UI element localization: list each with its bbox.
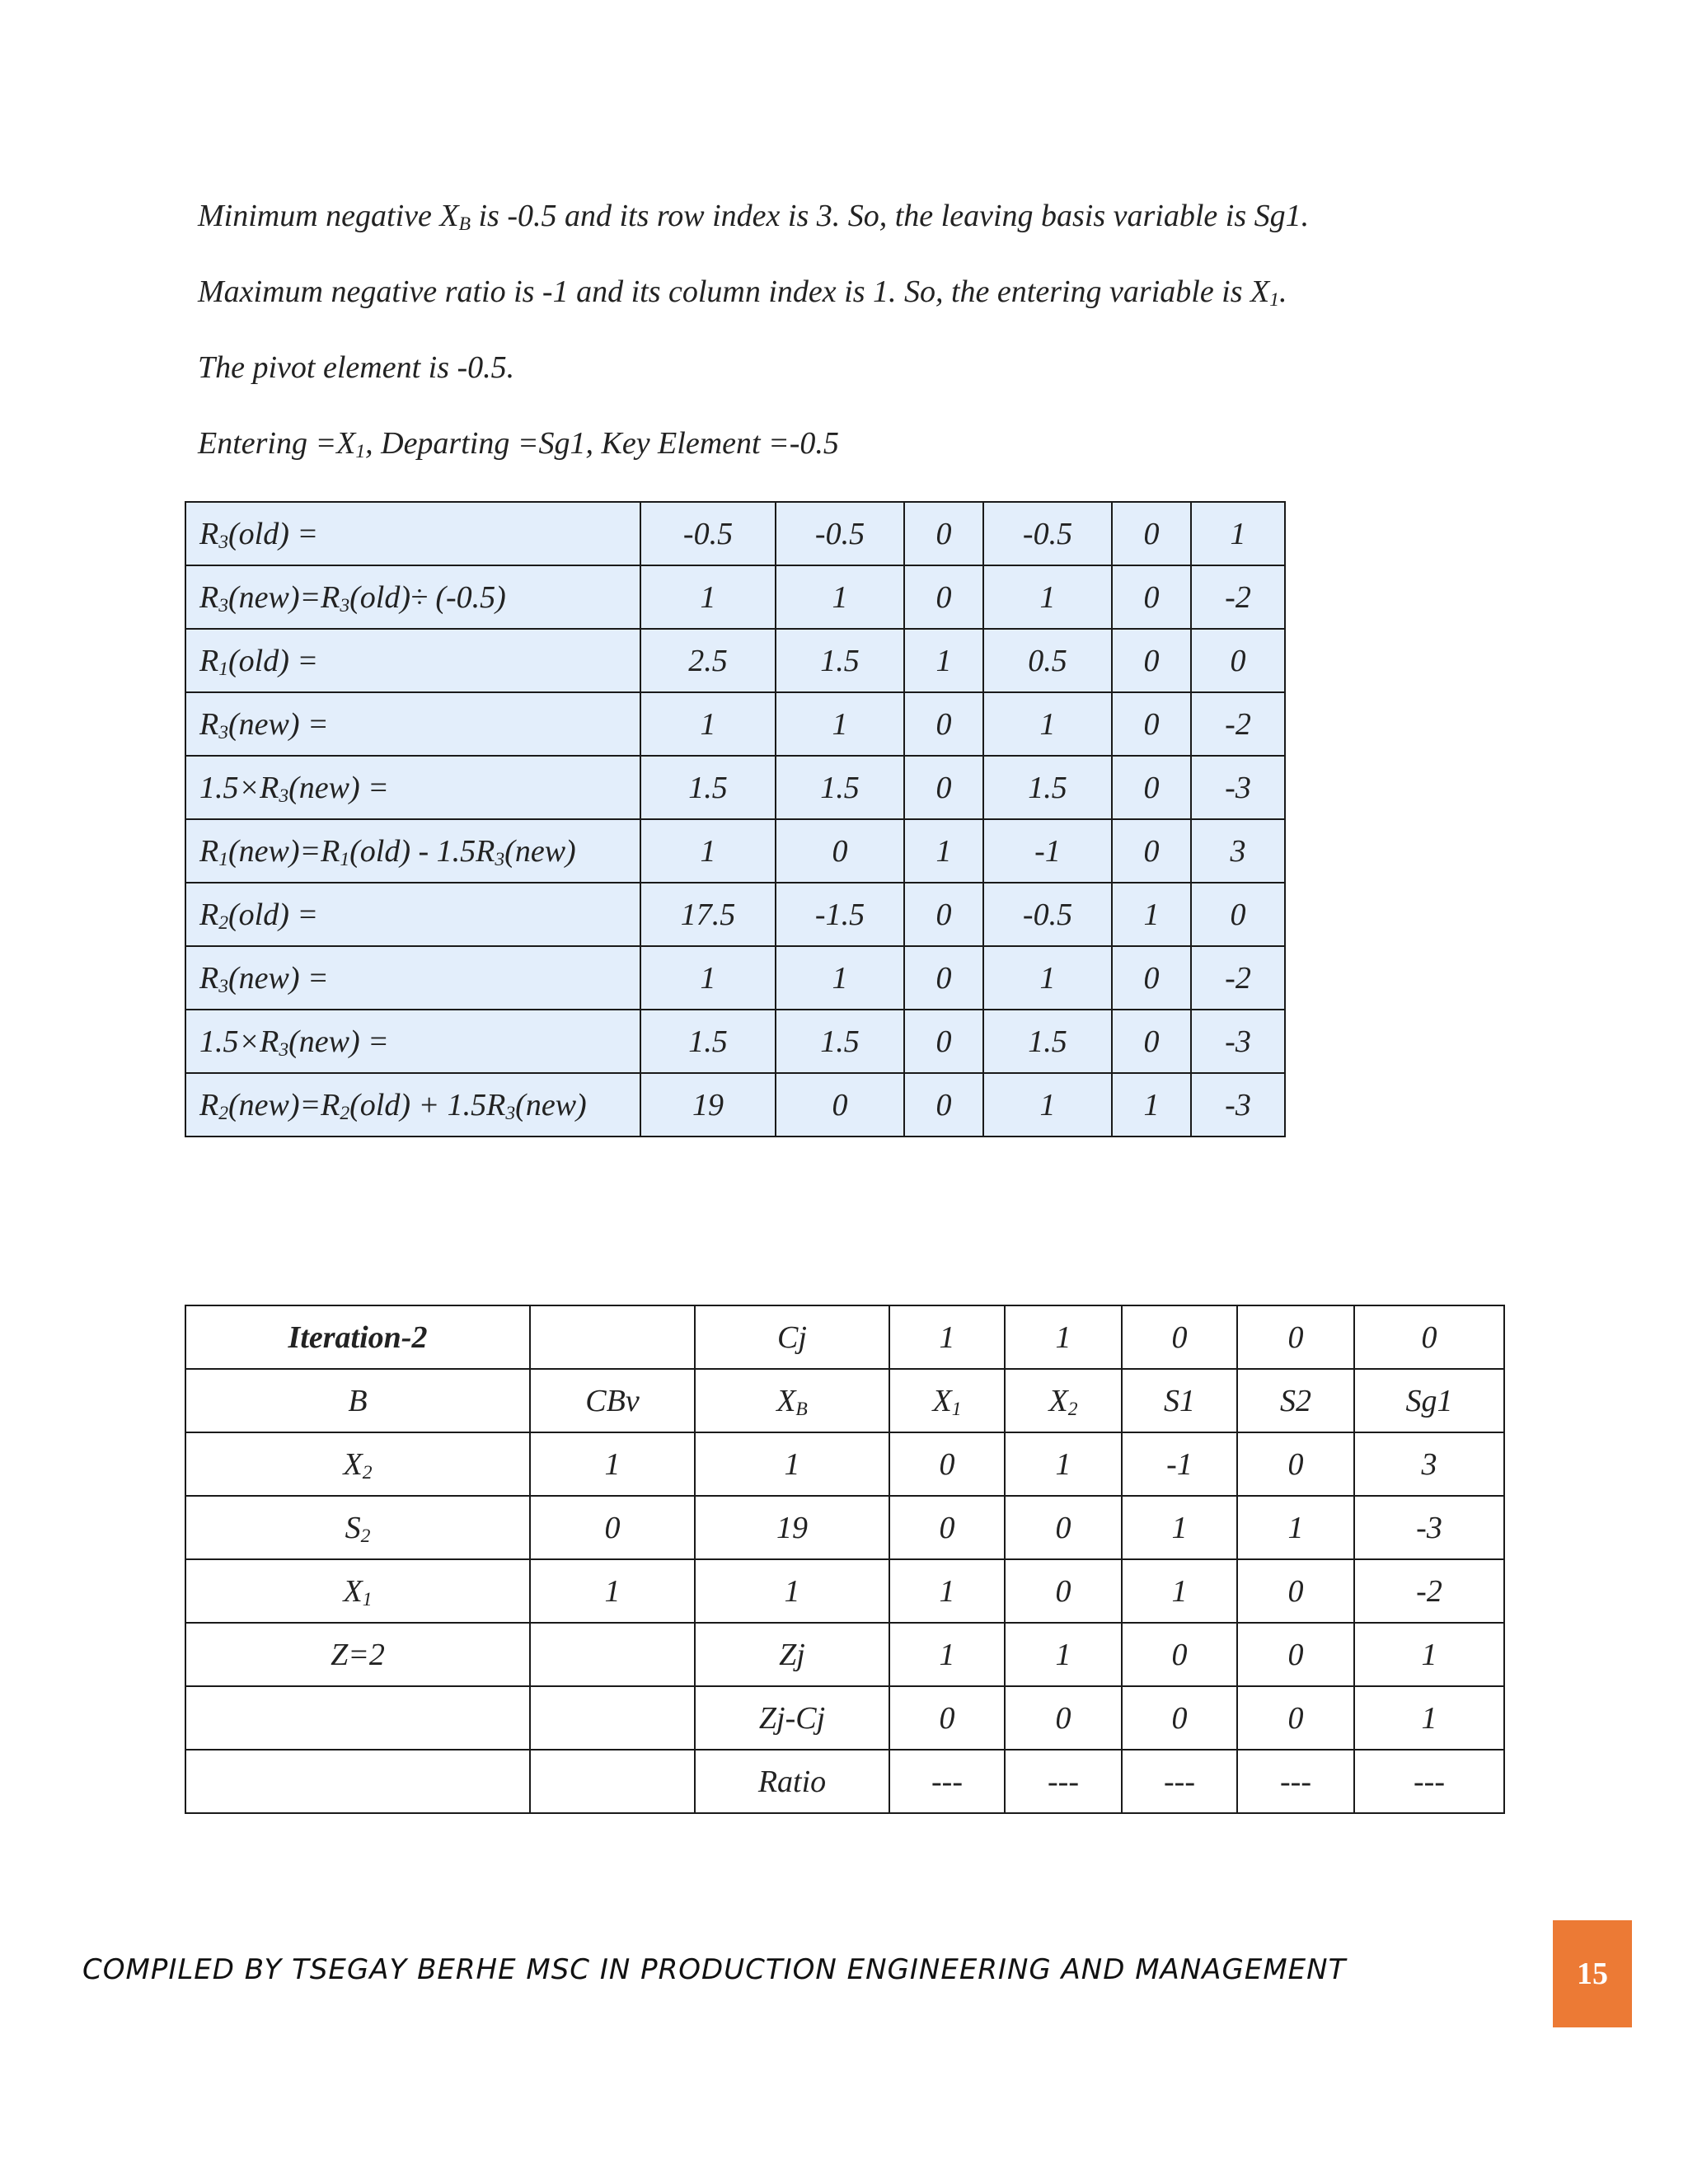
row-operation-value: 3 [1191, 819, 1285, 883]
row-operation [185, 629, 1285, 692]
tableau-cell: 1 [1122, 1496, 1237, 1559]
tableau-cell: $X_B$ [695, 1369, 889, 1432]
row-operation-value: 0 [904, 565, 983, 629]
tableau-cell: -3 [1354, 1496, 1504, 1559]
row-operation-label: $R_2(old)$ = [185, 883, 640, 946]
row-operation-value: 1.5 [640, 1010, 776, 1073]
row-operation-value: 0 [904, 502, 983, 565]
row-operation-value: 2.5 [640, 629, 776, 692]
tableau-cell: 0 [1122, 1305, 1237, 1369]
row-operation-value: 1 [640, 946, 776, 1010]
tableau-cell: --- [1122, 1750, 1237, 1813]
row-operation-value: 0 [1112, 1010, 1191, 1073]
row-operation-value: 1 [640, 819, 776, 883]
row-operation-value: 1 [640, 692, 776, 756]
row-operation-value: -0.5 [983, 502, 1112, 565]
row-operation-value: 1 [983, 565, 1112, 629]
row-operation-value: 0 [1191, 883, 1285, 946]
tableau-cell: 0 [889, 1496, 1005, 1559]
row-operation-value: 1.5 [640, 756, 776, 819]
row-operation-value: -3 [1191, 756, 1285, 819]
tableau-cell: $X_2$ [1005, 1369, 1122, 1432]
row-operation-value: 0 [904, 1010, 983, 1073]
row-operation-value: 1 [640, 565, 776, 629]
tableau-cell [530, 1305, 695, 1369]
tableau-cell: Cj [695, 1305, 889, 1369]
tableau-cell: 1 [1237, 1496, 1354, 1559]
tableau-cell: 0 [1237, 1623, 1354, 1686]
tableau-cell: -1 [1122, 1432, 1237, 1496]
tableau-cell: 0 [1005, 1496, 1122, 1559]
row-operation-value: 0 [1112, 692, 1191, 756]
simplex-tableau-iteration-2 [185, 1305, 1505, 1814]
row-operation-value: 0 [1112, 946, 1191, 1010]
row-operation-label: $R_1(new)=R_1(old) - 1.5R_3(new)$ [185, 819, 640, 883]
row-operation-value: 1 [904, 819, 983, 883]
row-operation-value: 1 [983, 1073, 1112, 1137]
paragraph-pivot-element: The pivot element is -0.5. [198, 350, 515, 385]
row-operations-table [185, 501, 1286, 1137]
row-operation-value: 0 [1112, 502, 1191, 565]
row-operation-value: 0 [904, 1073, 983, 1137]
row-operation-value: 0 [776, 819, 904, 883]
tableau-cell: Sg1 [1354, 1369, 1504, 1432]
tableau-cell: $X_1$ [889, 1369, 1005, 1432]
tableau-cell: 1 [1122, 1559, 1237, 1623]
row-operation-value: -2 [1191, 946, 1285, 1010]
row-operation-value: 0 [904, 946, 983, 1010]
row-operation-value: 19 [640, 1073, 776, 1137]
page-number-badge: 15 [1553, 1920, 1632, 2027]
tableau-cell: Z=2 [185, 1623, 530, 1686]
tableau-row [185, 1305, 1504, 1369]
tableau-cell: 1 [1005, 1305, 1122, 1369]
row-operation-value: 0 [776, 1073, 904, 1137]
paragraph-leaving-variable: Minimum negative $X_B$ is -0.5 and its row index is 3. So, the leaving basis variable is Sg1. [198, 199, 1310, 236]
tableau-cell: 0 [1237, 1559, 1354, 1623]
row-operation-value: 1.5 [983, 1010, 1112, 1073]
tableau-cell [530, 1686, 695, 1750]
tableau-cell: 0 [1005, 1686, 1122, 1750]
tableau-cell: -2 [1354, 1559, 1504, 1623]
tableau-cell: S2 [1237, 1369, 1354, 1432]
tableau-cell: --- [1354, 1750, 1504, 1813]
row-operation-value: -2 [1191, 565, 1285, 629]
row-operation-value: 1.5 [776, 756, 904, 819]
tableau-cell [530, 1750, 695, 1813]
row-operation-value: 1 [904, 629, 983, 692]
tableau-cell: 1 [889, 1559, 1005, 1623]
tableau-cell: $S_2$ [185, 1496, 530, 1559]
tableau-cell: Iteration-2 [185, 1305, 530, 1369]
row-operation-value: 0 [1112, 629, 1191, 692]
row-operation [185, 1073, 1285, 1137]
row-operation-value: 1 [776, 946, 904, 1010]
tableau-row [185, 1686, 1504, 1750]
tableau-cell: Zj-Cj [695, 1686, 889, 1750]
tableau-cell: 1 [1005, 1432, 1122, 1496]
row-operation [185, 883, 1285, 946]
footer-credit: COMPILED BY TSEGAY BERHE MSC IN PRODUCTION ENGINEERING AND MANAGEMENT [82, 1953, 1347, 1986]
tableau-cell: --- [1005, 1750, 1122, 1813]
row-operation-value: 0 [904, 883, 983, 946]
row-operation-value: -2 [1191, 692, 1285, 756]
tableau-cell: 1 [1354, 1623, 1504, 1686]
tableau-cell [185, 1686, 530, 1750]
tableau-row [185, 1750, 1504, 1813]
tableau-row [185, 1432, 1504, 1496]
row-operation-value: 1.5 [776, 1010, 904, 1073]
tableau-cell: 0 [1237, 1305, 1354, 1369]
row-operation-value: 0 [904, 692, 983, 756]
tableau-cell: 0 [889, 1686, 1005, 1750]
paragraph-summary: Entering $=X_1$, Departing =Sg1, Key Element =-0.5 [198, 426, 839, 463]
row-operation-value: 0 [1112, 565, 1191, 629]
tableau-cell: 0 [1237, 1432, 1354, 1496]
tableau-cell: 0 [889, 1432, 1005, 1496]
row-operation-value: -3 [1191, 1073, 1285, 1137]
row-operation-value: 1 [1112, 1073, 1191, 1137]
row-operation-value: 1 [983, 692, 1112, 756]
tableau-cell [530, 1623, 695, 1686]
row-operation-value: 1 [1191, 502, 1285, 565]
row-operation-value: 1 [776, 565, 904, 629]
tableau-cell: 1 [530, 1559, 695, 1623]
tableau-cell: 1 [889, 1623, 1005, 1686]
tableau-cell: Ratio [695, 1750, 889, 1813]
row-operation-label: $1.5\times R_3(new)$ = [185, 1010, 640, 1073]
tableau-cell: 1 [1354, 1686, 1504, 1750]
row-operation [185, 1010, 1285, 1073]
row-operation-value: -3 [1191, 1010, 1285, 1073]
row-operation-value: 0 [1191, 629, 1285, 692]
row-operation-label: $R_3(new)$ = [185, 692, 640, 756]
tableau-cell: 1 [530, 1432, 695, 1496]
row-operation-label: $R_3(old)$ = [185, 502, 640, 565]
tableau-cell: 1 [1005, 1623, 1122, 1686]
tableau-cell: $X_2$ [185, 1432, 530, 1496]
tableau-row [185, 1369, 1504, 1432]
tableau-cell: 1 [695, 1559, 889, 1623]
row-operation-value: 0.5 [983, 629, 1112, 692]
tableau-cell: 0 [1005, 1559, 1122, 1623]
paragraph-entering-variable: Maximum negative ratio is -1 and its column index is 1. So, the entering variable is $X_1$. [198, 274, 1287, 312]
tableau-cell: --- [1237, 1750, 1354, 1813]
row-operation [185, 565, 1285, 629]
row-operation-value: 1 [1112, 883, 1191, 946]
row-operation-label: $R_2(new)=R_2(old) + 1.5R_3(new)$ [185, 1073, 640, 1137]
tableau-cell: 0 [1122, 1686, 1237, 1750]
tableau-cell: 0 [1354, 1305, 1504, 1369]
tableau-cell: CBv [530, 1369, 695, 1432]
row-operation-value: 1 [983, 946, 1112, 1010]
tableau-cell: 19 [695, 1496, 889, 1559]
row-operation [185, 502, 1285, 565]
tableau-cell: 0 [1237, 1686, 1354, 1750]
tableau-cell: Zj [695, 1623, 889, 1686]
row-operation-value: -0.5 [640, 502, 776, 565]
row-operation-value: 1.5 [776, 629, 904, 692]
row-operation-value: 1.5 [983, 756, 1112, 819]
row-operation-value: -1 [983, 819, 1112, 883]
row-operation [185, 756, 1285, 819]
tableau-cell: 1 [695, 1432, 889, 1496]
tableau-cell [185, 1750, 530, 1813]
row-operation-value: 17.5 [640, 883, 776, 946]
row-operation-label: $R_1(old)$ = [185, 629, 640, 692]
row-operation-value: -0.5 [776, 502, 904, 565]
tableau-row [185, 1559, 1504, 1623]
tableau-cell: B [185, 1369, 530, 1432]
row-operation-label: $R_3(new)$ = [185, 946, 640, 1010]
row-operation [185, 819, 1285, 883]
row-operation-value: -0.5 [983, 883, 1112, 946]
tableau-cell: S1 [1122, 1369, 1237, 1432]
row-operation-label: $1.5\times R_3(new)$ = [185, 756, 640, 819]
tableau-cell: $X_1$ [185, 1559, 530, 1623]
tableau-cell: 0 [530, 1496, 695, 1559]
row-operation-value: 1 [776, 692, 904, 756]
row-operation [185, 692, 1285, 756]
row-operation-value: 0 [1112, 756, 1191, 819]
row-operation-value: 0 [1112, 819, 1191, 883]
tableau-cell: 3 [1354, 1432, 1504, 1496]
row-operation [185, 946, 1285, 1010]
row-operation-value: -1.5 [776, 883, 904, 946]
tableau-cell: --- [889, 1750, 1005, 1813]
row-operation-value: 0 [904, 756, 983, 819]
tableau-row [185, 1496, 1504, 1559]
tableau-row [185, 1623, 1504, 1686]
tableau-cell: 1 [889, 1305, 1005, 1369]
row-operation-label: $R_3(new)=R_3(old)\div (-0.5)$ [185, 565, 640, 629]
tableau-cell: 0 [1122, 1623, 1237, 1686]
